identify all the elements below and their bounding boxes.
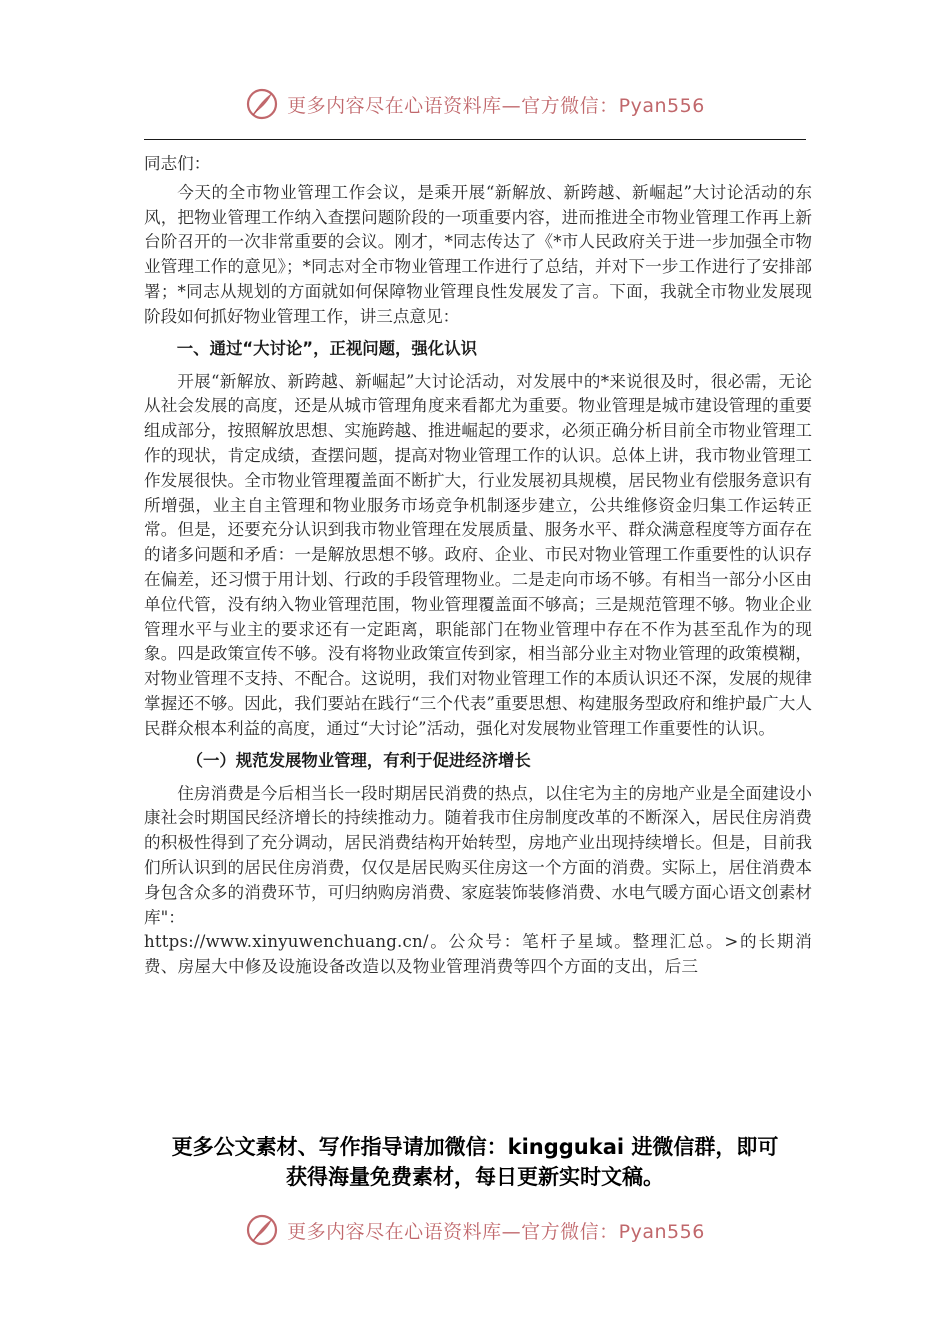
footer-watermark-text: 更多内容尽在心语资料库—官方微信：Pyan556 [287, 1220, 705, 1243]
feather-pen-logo-icon [245, 1213, 279, 1247]
salutation: 同志们： [144, 154, 211, 173]
section-1-heading: 一、通过“大讨论”，正视问题，强化认识 [176, 338, 477, 358]
intro-paragraph: 今天的全市物业管理工作会议，是乘开展“新解放、新跨越、新崛起”大讨论活动的东风，把物业管理工作纳入查摆问题阶段的一项重要内容，进而推进全市物业管理工作再上新台阶召开的一次非常重要的会议。刚才，*同志传达了《*市人民政府关于进一步加强全市物业管理工作的意见》；*同志对全市物业管理工作进行了总结，并对下一步工作进行了安排部署；*同志从规划的方面就如何保障物业管理良性发展发了言。下面，我就全市物业发展现阶段如何抓好物业管理工作，讲三点意见： [144, 182, 812, 326]
subsection-1-heading: （一）规范发展物业管理，有利于促进经济增长 [186, 750, 531, 770]
subsection-1-paragraph-continued: https://www.xinyuwenchuang.cn/。公众号：笔杆子星域。整理汇总。>的长期消费、房屋大中修及设施设备改造以及物业管理消费等四个方面的支出，后三 [144, 932, 812, 977]
section-1-paragraph: 开展“新解放、新跨越、新崛起”大讨论活动，对发展中的*来说很及时，很必需，无论从社会发展的高度，还是从城市管理角度来看都尤为重要。物业管理是城市建设管理的重要组成部分，按照解放思想、实施跨越、推进崛起的要求，必须正确分析目前全市物业管理工作的现状，肯定成绩，查摆问题，提高对物业管理工作的认识。总体上讲，我市物业管理工作发展很快。全市物业管理覆盖面不断扩大，行业发展初具规模，居民物业有偿服务意识有所增强，业主自主管理和物业服务市场竞争机制逐步建立，公共维修资金归集工作运转正常。但是，还要充分认识到我市物业管理在发展质量、服务水平、群众满意程度等方面存在的诸多问题和矛盾：一是解放思想不够。政府、企业、市民对物业管理工作重要性的认识存在偏差，还习惯于用计划、行政的手段管理物业。二是走向市场不够。有相当一部分小区由单位代管，没有纳入物业管理范围，物业管理覆盖面不够高；三是规范管理不够。物业企业管理水平与业主的要求还有一定距离，职能部门在物业管理中存在不作为甚至乱作为的现象。四是政策宣传不够。没有将物业政策宣传到家，相当部分业主对物业管理的政策模糊，对物业管理不支持、不配合。这说明，我们对物业管理工作的本质认识还不深，发展的规律掌握还不够。因此，我们要站在践行“三个代表”重要思想、构建服务型政府和维护最广大人民群众根本利益的高度，通过“大讨论”活动，强化对发展物业管理工作重要性的认识。 [144, 371, 812, 738]
promo-line-1: 更多公文素材、写作指导请加微信：kinggukai 进微信群，即可 [171, 1135, 779, 1159]
header-watermark [0, 86, 950, 122]
header-watermark-text: 更多内容尽在心语资料库—官方微信：Pyan556 [287, 94, 705, 117]
promo-line-2: 获得海量免费素材，每日更新实时文稿。 [286, 1165, 664, 1189]
subsection-1-paragraph: 住房消费是今后相当长一段时期居民消费的热点，以住宅为主的房地产业是全面建设小康社会时期国民经济增长的持续推动力。随着我市住房制度改革的不断深入，居民住房消费的积极性得到了充分调动，居民消费结构开始转型，房地产业出现持续增长。但是，目前我们所认识到的居民住房消费，仅仅是居民购买住房这一个方面的消费。实际上，居住消费本身包含众多的消费环节，可归纳购房消费、家庭装饰装修消费、水电气暖方面心语文创素材库"： [144, 783, 812, 927]
feather-pen-logo-icon [245, 87, 279, 121]
promo-banner [100, 1132, 850, 1192]
document-body [144, 152, 812, 980]
footer-watermark [0, 1212, 950, 1248]
header-divider [144, 139, 806, 140]
